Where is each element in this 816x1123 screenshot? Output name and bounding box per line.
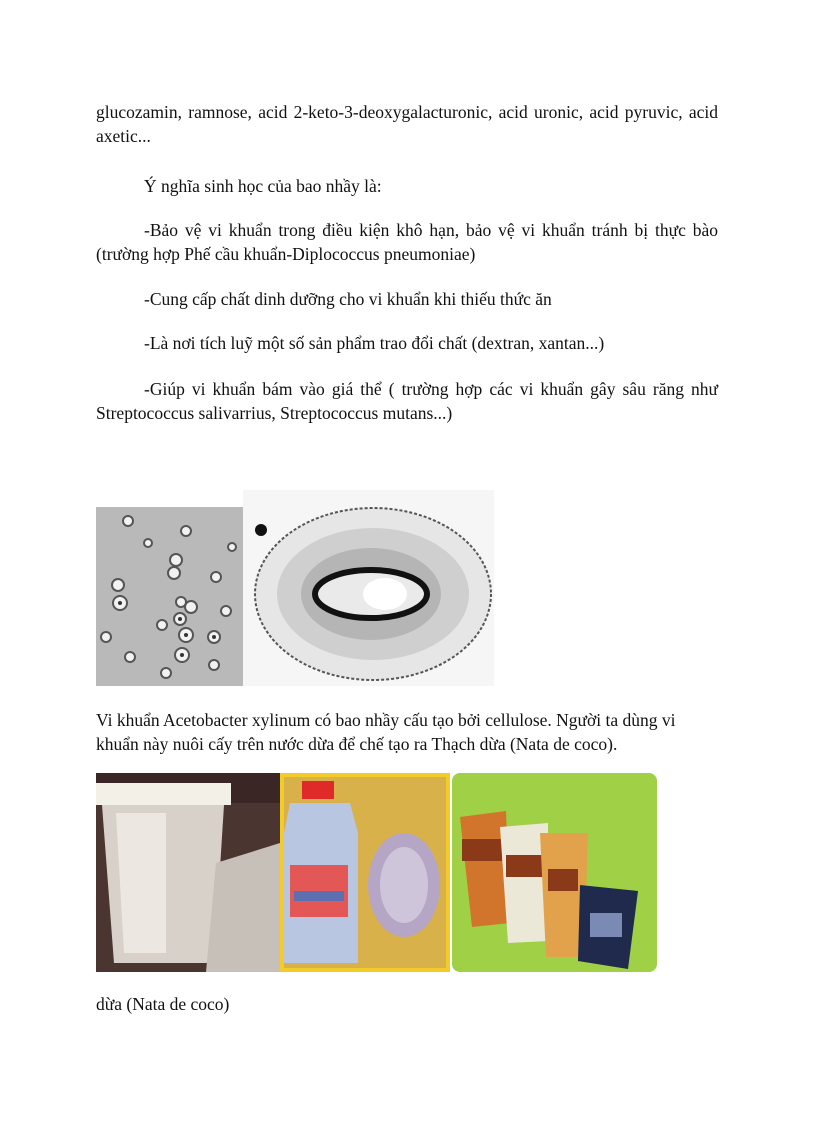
paragraph-point-2: -Cung cấp chất dinh dưỡng cho vi khuẩn khi thiếu thức ăn [144,289,552,309]
paragraph-point-3: -Là nơi tích luỹ một số sản phẩm trao đổi chất (dextran, xantan...) [144,333,605,353]
bacterium-capsule-drawing [243,490,494,686]
capsule-micrograph-image [96,507,243,686]
bacterium-capsule-micrograph-image [243,490,494,686]
nata-bottle-photo [280,773,450,972]
paragraph-heading: Ý nghĩa sinh học của bao nhầy là: [144,176,382,196]
paragraph-point-4: -Giúp vi khuẩn bám vào giá thể ( trường hợp các vi khuẩn gây sâu răng như Streptococcus salivarrius, Streptococcus mutans...) [96,379,718,423]
caption-acetobacter: Vi khuẩn Acetobacter xylinum có bao nhầy cấu tạo bởi cellulose. Người ta dùng vi khuẩn này nuôi cấy trên nước dừa để chế tạo ra Thạch dừa (Nata de coco). [96,710,676,754]
capsule-micrograph-drawing [96,507,243,686]
nata-container-drawing [96,773,280,972]
nata-cups-photo [452,773,657,972]
nata-container-photo [96,773,280,972]
caption-nata-de-coco: dừa (Nata de coco) [96,994,230,1014]
paragraph-point-1: -Bảo vệ vi khuẩn trong điều kiện khô hạn, bảo vệ vi khuẩn tránh bị thực bào (trường hợp Phế cầu khuẩn-Diplococcus pneumoniae) [96,220,718,264]
nata-cups-drawing [452,773,657,972]
paragraph-intro: glucozamin, ramnose, acid 2-keto-3-deoxygalacturonic, acid uronic, acid pyruvic, acid axetic... [96,102,718,146]
nata-bottle-drawing [280,773,450,972]
